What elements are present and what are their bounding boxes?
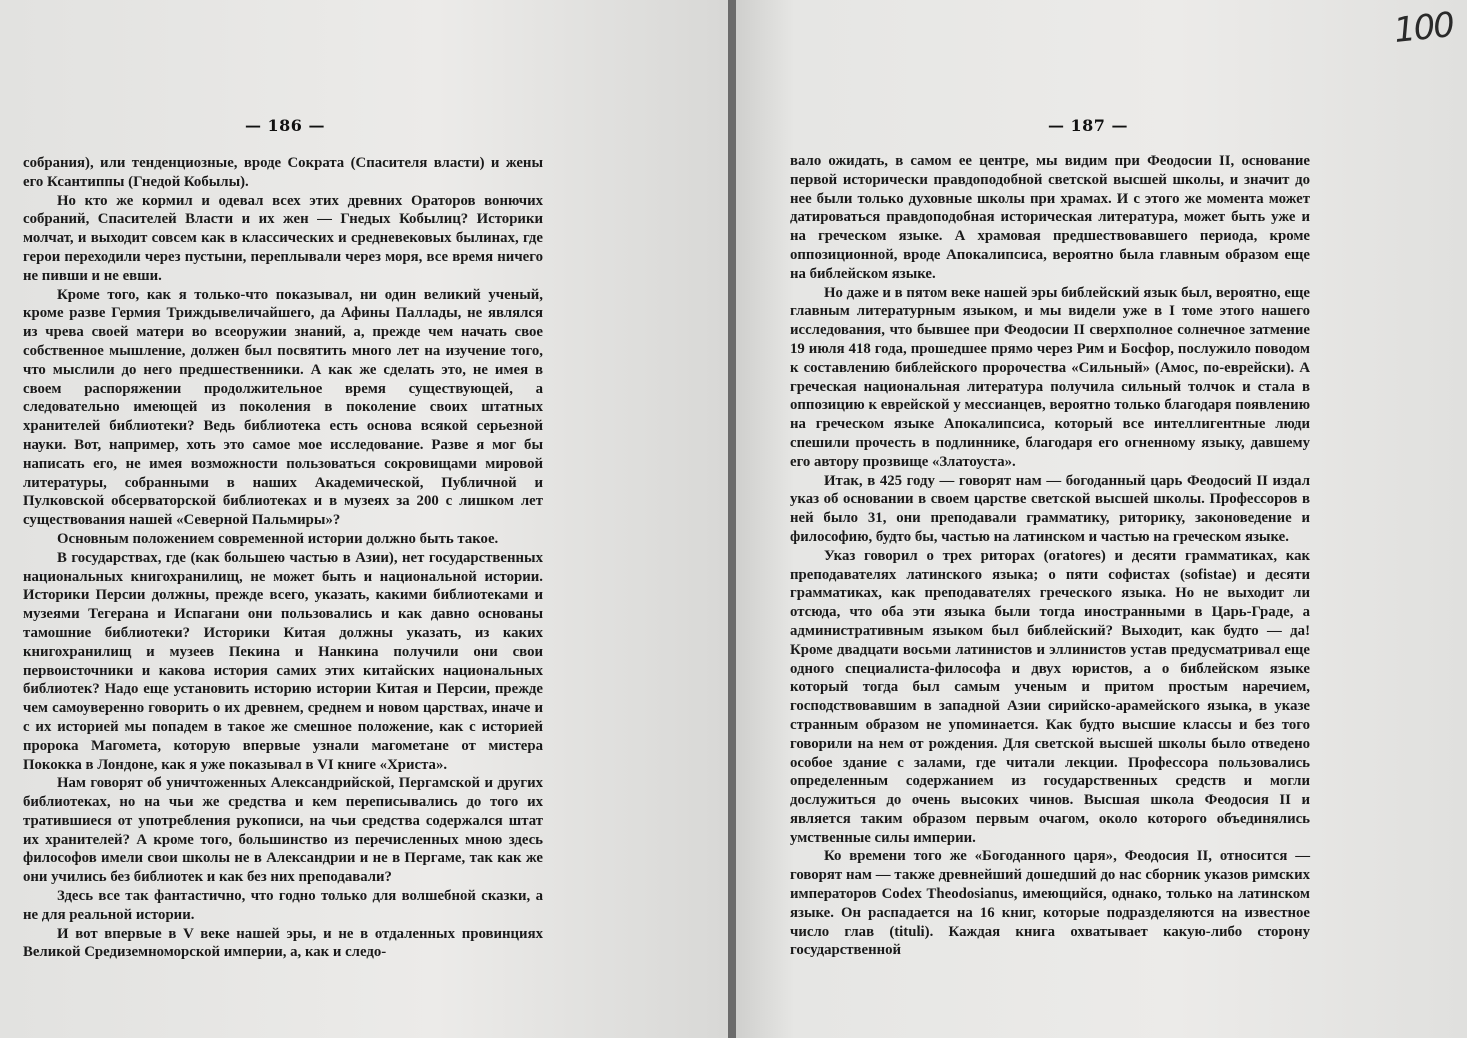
text-column — [23, 154, 543, 962]
paragraph: собрания), или тенденциозные, вроде Сократа (Спасителя власти) и жены его Ксантиппы (Гнедой Кобылы). — [23, 155, 543, 190]
paragraph: Но кто же кормил и одевал всех этих древних Ораторов вонючих собраний, Спасителей Власти и их жен — Гнедых Кобылиц? Историки молчат, и выходит совсем как в классических и средневековых былинах, где герои переходили через пустыни, переплывали через моря, все время ничего не пивши и не евши. — [23, 192, 543, 284]
page-number: — 187 — — [1047, 116, 1129, 135]
paragraph: Ко времени того же «Богоданного царя», Феодосия II, относится — говорят нам — также древнейший дошедший до нас сборник указов римских императоров Codex Theodosianus, имеющийся, однако, только на латинском языке. Он распадается на 16 книг, которые подразделяются на известное число глав (tituli). Каждая книга охватывает какую-либо сторону государственной — [790, 848, 1310, 959]
left-page — [0, 0, 728, 1038]
paragraph: вало ожидать, в самом ее центре, мы видим при Феодосии II, основание первой исторически правдоподобной светской высшей школы, и значит до нее были только духовные школы при храмах. И с этого же момента может датироваться правдоподобная историческая литература, может быть уже и на греческом языке. А храмовая предшествовавшего периода, кроме оппозиционной, вроде Апокалипсиса, вероятно была главным образом еще на библейском языке. — [790, 153, 1310, 282]
page-number: — 186 — — [244, 116, 326, 135]
paragraph: И вот впервые в V веке нашей эры, и не в отдаленных провинциях Великой Средиземноморской империи, а, как и следо- — [23, 925, 543, 961]
paragraph: Кроме того, как я только-что показывал, ни один великий ученый, кроме разве Гермия Триждывеличайшего, да Афины Паллады, не являлся из чрева своей матери во всеоружии знаний, а, прежде чем начать свое собственное мышление, должен был посвятить много лет на изучение того, что мыслили до него предшественники. А как же сделать это, не имея в своем распоряжении продолжительное время существующей, а следовательно имеющей из поколения в поколение своих штатных хранителей библиотеки? Ведь библиотека есть основа всякой серьезной науки. Вот, например, хоть это самое мое исследование. Разве я мог бы написать его, не имея возможности пользоваться сокровищами мировой литературы, собранными в наших Академической, Публичной и Пулковской обсерваторской библиотеках и в музеях за 200 с лишком лет существования нашей «Северной Пальмиры»? — [23, 286, 543, 529]
book-gutter — [728, 0, 736, 1038]
handwritten-page-note: 100 — [1392, 5, 1455, 51]
text-column — [790, 152, 1310, 960]
paragraph: Итак, в 425 году — говорят нам — богоданный царь Феодосий II издал указ об основании в своем царстве светской высшей школы. Профессоров в ней было 31, они преподавали грамматику, риторику, законоведение и философию, будто бы, частью на латинском и частью на греческом языке. — [790, 472, 1310, 545]
paragraph: Здесь все так фантастично, что годно только для волшебной сказки, а не для реальной истории. — [23, 888, 543, 923]
paragraph: Основным положением современной истории должно быть такое. — [57, 530, 499, 547]
paragraph: Указ говорил о трех риторах (oratores) и десяти грамматиках, как преподавателях латинского языка; о пяти софистах (sofistae) и десяти грамматиках, как преподавателях греческого языка. Но не выходит ли отсюда, что оба эти языка были тогда иностранными в Царь-Граде, а административным языком был библейский? Выходит, как будто — да! Кроме двадцати восьми латинистов и эллинистов устав предусматривал еще одного специалиста-философа и двух юристов, а о библейском языке который тогда был самым ученым и притом простым наречием, господствовавшим в западной Азии сирийско-арамейского языка, в указе странным образом не упоминается. Как будто высшие классы и без того говорили на нем от рождения. Для светской высшей школы было отведено особое здание с залами, где читали лекции. Профессора пользовались определенным содержанием из государственных средств и могли дослужиться до очень высоких чинов. Высшая школа Феодосия II и является таким образом первым очагом, около которого объединялись умственные силы империи. — [790, 547, 1310, 846]
paragraph: Но даже и в пятом веке нашей эры библейский язык был, вероятно, еще главным литературным языком, и мы видели уже в I томе этого нашего исследования, что бывшее при Феодосии II сверхполное солнечное затмение 19 июля 418 года, прошедшее прямо через Рим и Босфор, послужило поводом к составлению библейского пророчества «Сильный» (Амос, по-еврейски). А греческая национальная литература получила сильный толчок и стала в оппозицию к еврейской у мессианцев, вероятно только благодаря появлению на греческом языке Апокалипсиса, который все интеллигентные люди спешили прочесть в подлиннике, благодаря его огненному языку, давшему его автору прозвище «Златоуста». — [790, 284, 1310, 470]
right-page — [736, 0, 1467, 1038]
paragraph: В государствах, где (как большею частью в Азии), нет государственных национальных книгохранилищ, не может быть и национальной истории. Историки Персии должны, прежде всего, указать, какими библиотеками и музеями Тегерана и Испагани они пользовались и как давно основаны тамошние библиотеки? Историки Китая должны указать, из каких книгохранилищ и музеев Пекина и Нанкина получили они свои первоисточники и какова история самих этих китайских национальных библиотек? Надо еще установить историю истории Китая и Персии, прежде чем самоуверенно говорить о их древнем, среднем и новом царствах, иначе и с их историей мы попадем в такое же смешное положение, как с историей пророка Магомета, которую впервые узнали магометане от мистера Пококка в Лондоне, как я уже показывал в VI книге «Христа». — [23, 549, 543, 773]
paragraph: Нам говорят об уничтоженных Александрийской, Пергамской и других библиотеках, но на чьи же средства и кем переписывались до того их тратившиеся от употребления рукописи, на чьи средства содержался штат их хранителей? А кроме того, большинство из перечисленных мною здесь философов имели свои школы не в Александрии и не в Пергаме, так как же они учились без библиотек и как без них преподавали? — [23, 775, 543, 886]
